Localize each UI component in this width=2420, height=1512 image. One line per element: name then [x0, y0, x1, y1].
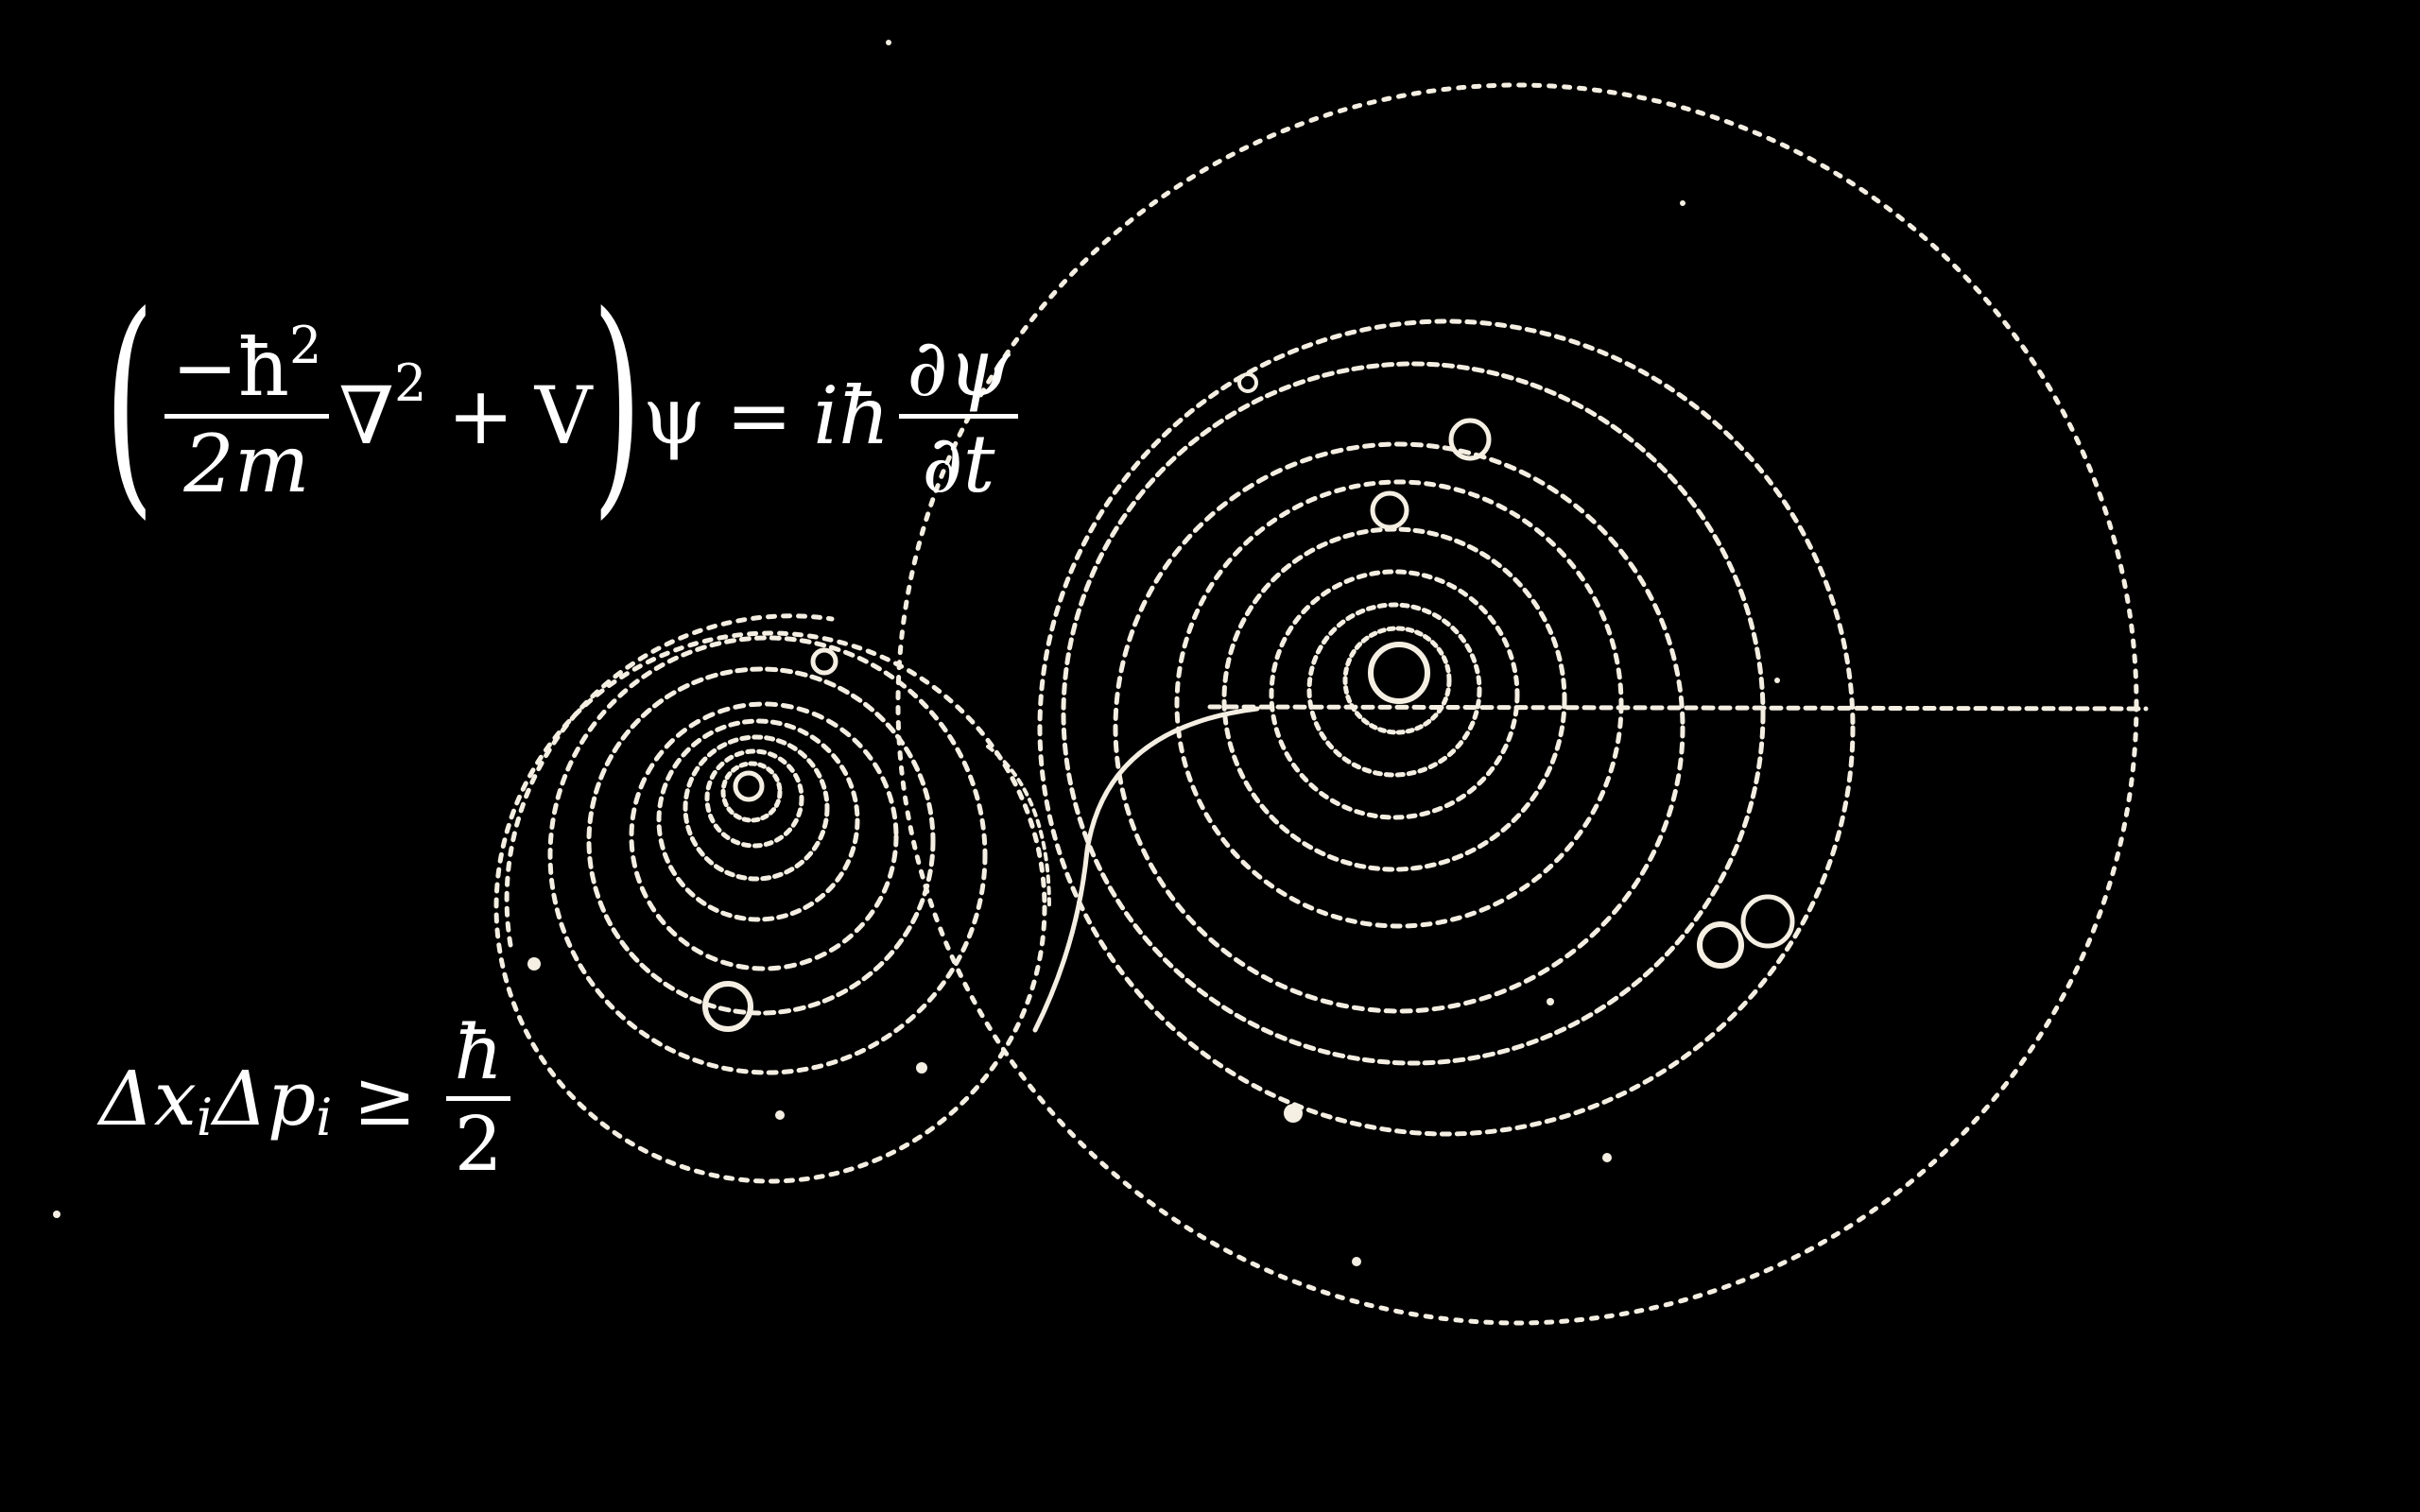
- uncertainty-principle: [99, 1009, 520, 1188]
- greater-equal-sign: ≥: [353, 1054, 417, 1143]
- minus-hbar: −ħ: [171, 320, 290, 414]
- fraction-numerator: [164, 315, 330, 419]
- two-denominator: 2: [454, 1100, 503, 1188]
- delta-p: Δp: [213, 1054, 317, 1143]
- derivative-numerator: ∂ψ: [899, 322, 1017, 419]
- hbar-over-2m-fraction: [164, 315, 330, 510]
- schrodinger-equation: [103, 265, 1028, 540]
- close-paren: ): [592, 265, 644, 540]
- potential-v: V: [534, 369, 593, 462]
- fraction-denominator: 2m: [183, 417, 310, 510]
- plus-sign: +: [447, 369, 514, 462]
- nabla-exponent: 2: [394, 353, 427, 413]
- partial-derivative-fraction: [899, 322, 1017, 509]
- derivative-denominator: ∂t: [922, 417, 995, 510]
- psi-symbol: ψ: [643, 369, 705, 462]
- equals-sign: =: [725, 369, 793, 462]
- p-subscript: i: [316, 1087, 333, 1147]
- x-subscript: i: [196, 1087, 214, 1147]
- delta-x: Δx: [99, 1054, 197, 1143]
- nabla-symbol: ∇: [338, 369, 395, 462]
- numerator-exponent: 2: [289, 315, 322, 375]
- hbar-numerator: ħ: [446, 1009, 510, 1101]
- hbar-over-2-fraction: [446, 1009, 510, 1188]
- i-hbar: iħ: [813, 369, 890, 462]
- open-paren: (: [103, 265, 155, 540]
